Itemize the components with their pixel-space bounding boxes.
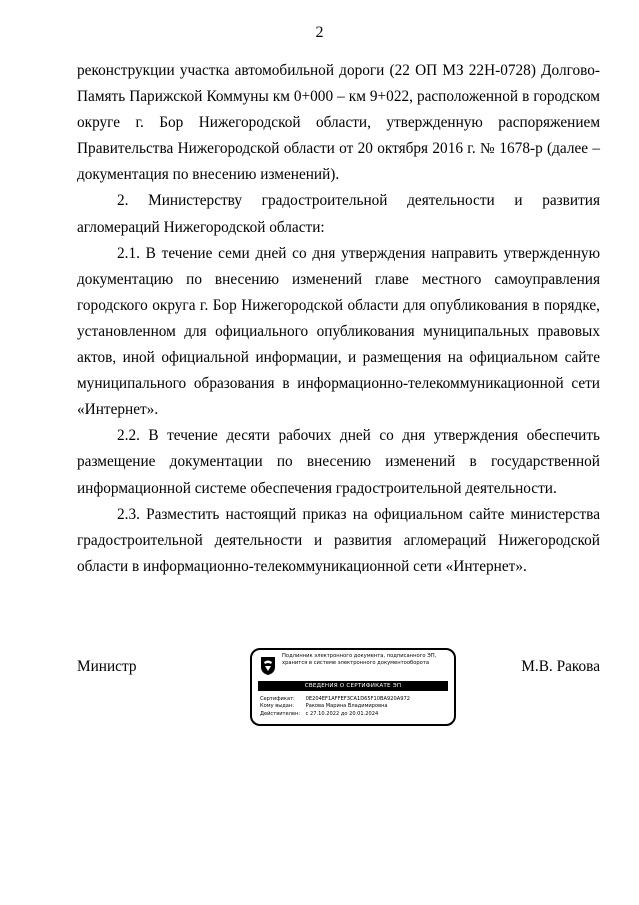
stamp-header: СВЕДЕНИЯ О СЕРТИФИКАТЕ ЭП (258, 681, 448, 691)
validity-label: Действителен: (260, 710, 301, 717)
certificate-label: Сертификат: (260, 696, 295, 702)
signer-name: М.В. Ракова (521, 658, 600, 675)
certificate-value: 0E204EF1AFFEF3CA1D65F10BA920A972 (305, 696, 410, 702)
issued-to-row (260, 703, 450, 710)
paragraph-2-2: 2.2. В течение десяти рабочих дней со дня утверждения обеспечить размещение документации по внесению изменений в государственной информационной системе обеспечения градостроительной деятельности. (77, 427, 600, 497)
stamp-notice: Подлинник электронного документа, подписанного ЭП, хранится в системе электронного документооборота (282, 653, 437, 666)
document-body (77, 58, 600, 580)
electronic-signature-stamp (250, 648, 456, 726)
certificate-row (260, 696, 450, 703)
page-number: 2 (315, 24, 324, 41)
coat-of-arms-icon (260, 656, 276, 676)
signature-block (0, 648, 639, 738)
validity-row (260, 711, 450, 718)
validity-value: с 27.10.2022 до 20.01.2024 (305, 710, 379, 717)
certificate-details (260, 696, 450, 718)
issued-to-label: Кому выдан: (260, 703, 294, 710)
issued-to-value: Ракова Марина Владимировна (305, 703, 388, 710)
paragraph-2: 2. Министерству градостроительной деятельности и развития агломераций Нижегородской области: (77, 192, 600, 236)
signer-title: Министр (77, 658, 137, 675)
paragraph-continuation: реконструкции участка автомобильной дороги (22 ОП МЗ 22Н-0728) Долгово-Память Парижской Коммуны км 0+000 – км 9+022, расположенной в городском округе г. Бор Нижегородской области, утвержденную распоряжением Правительства Нижегородской области от 20 октября 2016 г. № 1678-р (далее – документация по внесению изменений). (77, 62, 600, 184)
paragraph-2-1: 2.1. В течение семи дней со дня утверждения направить утвержденную документацию по внесению изменений главе местного самоуправления городского округа г. Бор Нижегородской области для опубликования в порядке, установленном для официального опубликования муниципальных правовых актов, иной официальной информации, и размещения на официальном сайте муниципального образования в информационно-телекоммуникационной сети «Интернет». (77, 244, 600, 419)
paragraph-2-3: 2.3. Разместить настоящий приказ на официальном сайте министерства градостроительной деятельности и развития агломераций Нижегородской области в информационно-телекоммуникационной сети «Интернет». (77, 505, 600, 575)
